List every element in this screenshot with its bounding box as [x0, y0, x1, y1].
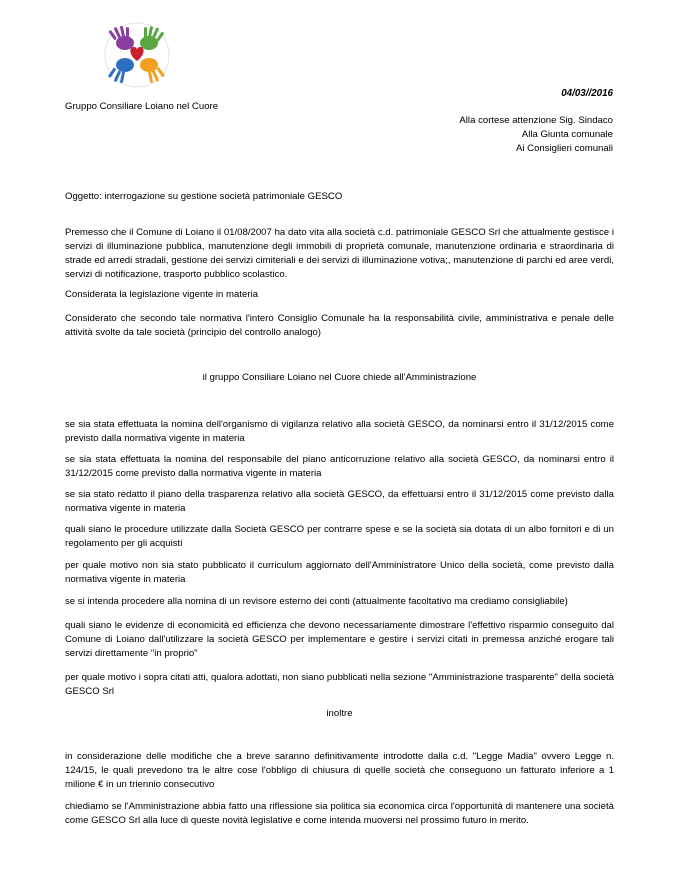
closing-paragraph: chiediamo se l'Amministrazione abbia fatto una riflessione sia politica sia economica circa l'opportunità di mantenere una società come GESCO Srl alla luce di queste novità legislative e come intenda muoversi nel prossimo futuro in merito. [65, 801, 614, 826]
hands-heart-logo [103, 21, 171, 89]
question-item: per quale motivo non sia stato pubblicato il curriculum aggiornato dell'Amministratore Unico della società, come previsto dalla normativa vigente in materia [65, 560, 614, 585]
recipient-line: Alla cortese attenzione Sig. Sindaco [459, 115, 613, 126]
request-heading: il gruppo Consiliare Loiano nel Cuore chiede all'Amministrazione [202, 372, 477, 383]
recipient-line: Alla Giunta comunale [521, 128, 613, 140]
question-item: per quale motivo i sopra citati atti, qualora adottati, non siano pubblicati nella sezione "Amministrazione trasparente" della società GESCO Srl [65, 672, 614, 697]
intro-paragraph: Premesso che il Comune di Loiano il 01/08/2007 ha dato vita alla società c.d. patrimoniale GESCO Srl che attualmente gestisce i servizi di illuminazione pubblica, manutenzione degli immobili di proprietà comunale, manutenzione ordinaria e straordinaria di strade ed arredi stradali, gestione dei servizi cimiteriali e dei servizi di illuminazione votiva;, manutenzione di parchi ed aree verdi, servizi di notificazione, trasporto pubblico scolastico. [65, 227, 614, 280]
sender-group: Gruppo Consiliare Loiano nel Cuore [65, 101, 219, 112]
question-item: se sia stata effettuata la nomina dell'organismo di vigilanza relativo alla società GESCO, da nominarsi entro il 31/12/2015 come previsto dalla normativa vigente in materia [65, 419, 614, 444]
closing-paragraph: in considerazione delle modifiche che a breve saranno definitivamente introdotte dalla c.d. "Legge Madia" ovvero Legge n. 124/15, le quali prevedono tra le altre cose l'obbligo di chiusura di quelle società che conseguono un fatturato inferiore a 1 milione € in un triennio consecutivo [65, 751, 614, 790]
intro-paragraph: Considerata la legislazione vigente in materia [65, 289, 259, 300]
question-item: se sia stata effettuata la nomina del responsabile del piano anticorruzione relativo alla società GESCO, da nominarsi entro il 31/12/2015 come previsto dalla normativa vigente in materia [65, 454, 614, 479]
inoltre-label: inoltre [326, 708, 353, 719]
recipient-line: Ai Consiglieri comunali [515, 142, 613, 154]
recipients-block [459, 114, 613, 155]
document-date: 04/03//2016 [561, 88, 613, 99]
question-item: se sia stato redatto il piano della trasparenza relativo alla società GESCO, da effettuarsi entro il 31/12/2015 come previsto dalla normativa vigente in materia [65, 489, 614, 514]
question-item: se si intenda procedere alla nomina di un revisore esterno dei conti (attualmente facoltativo ma crediamo consigliabile) [65, 596, 568, 607]
question-item: quali siano le evidenze di economicità ed efficienza che devono necessariamente dimostrare l'effettivo risparmio conseguito dal Comune di Loiano dall'utilizzare la società GESCO per implementare e gestire i servizi citati in premessa anziché erogare tali servizi direttamente "in proprio" [65, 620, 614, 659]
subject-line: Oggetto: interrogazione su gestione società patrimoniale GESCO [65, 191, 343, 202]
question-item: quali siano le procedure utilizzate dalla Società GESCO per contrarre spese e se la società sia dotata di un albo fornitori e di un regolamento per gli acquisti [65, 524, 614, 549]
intro-paragraph: Considerato che secondo tale normativa l'intero Consiglio Comunale ha la responsabilità civile, amministrativa e penale delle attività svolte da tale società (principio del controllo analogo) [65, 313, 614, 338]
